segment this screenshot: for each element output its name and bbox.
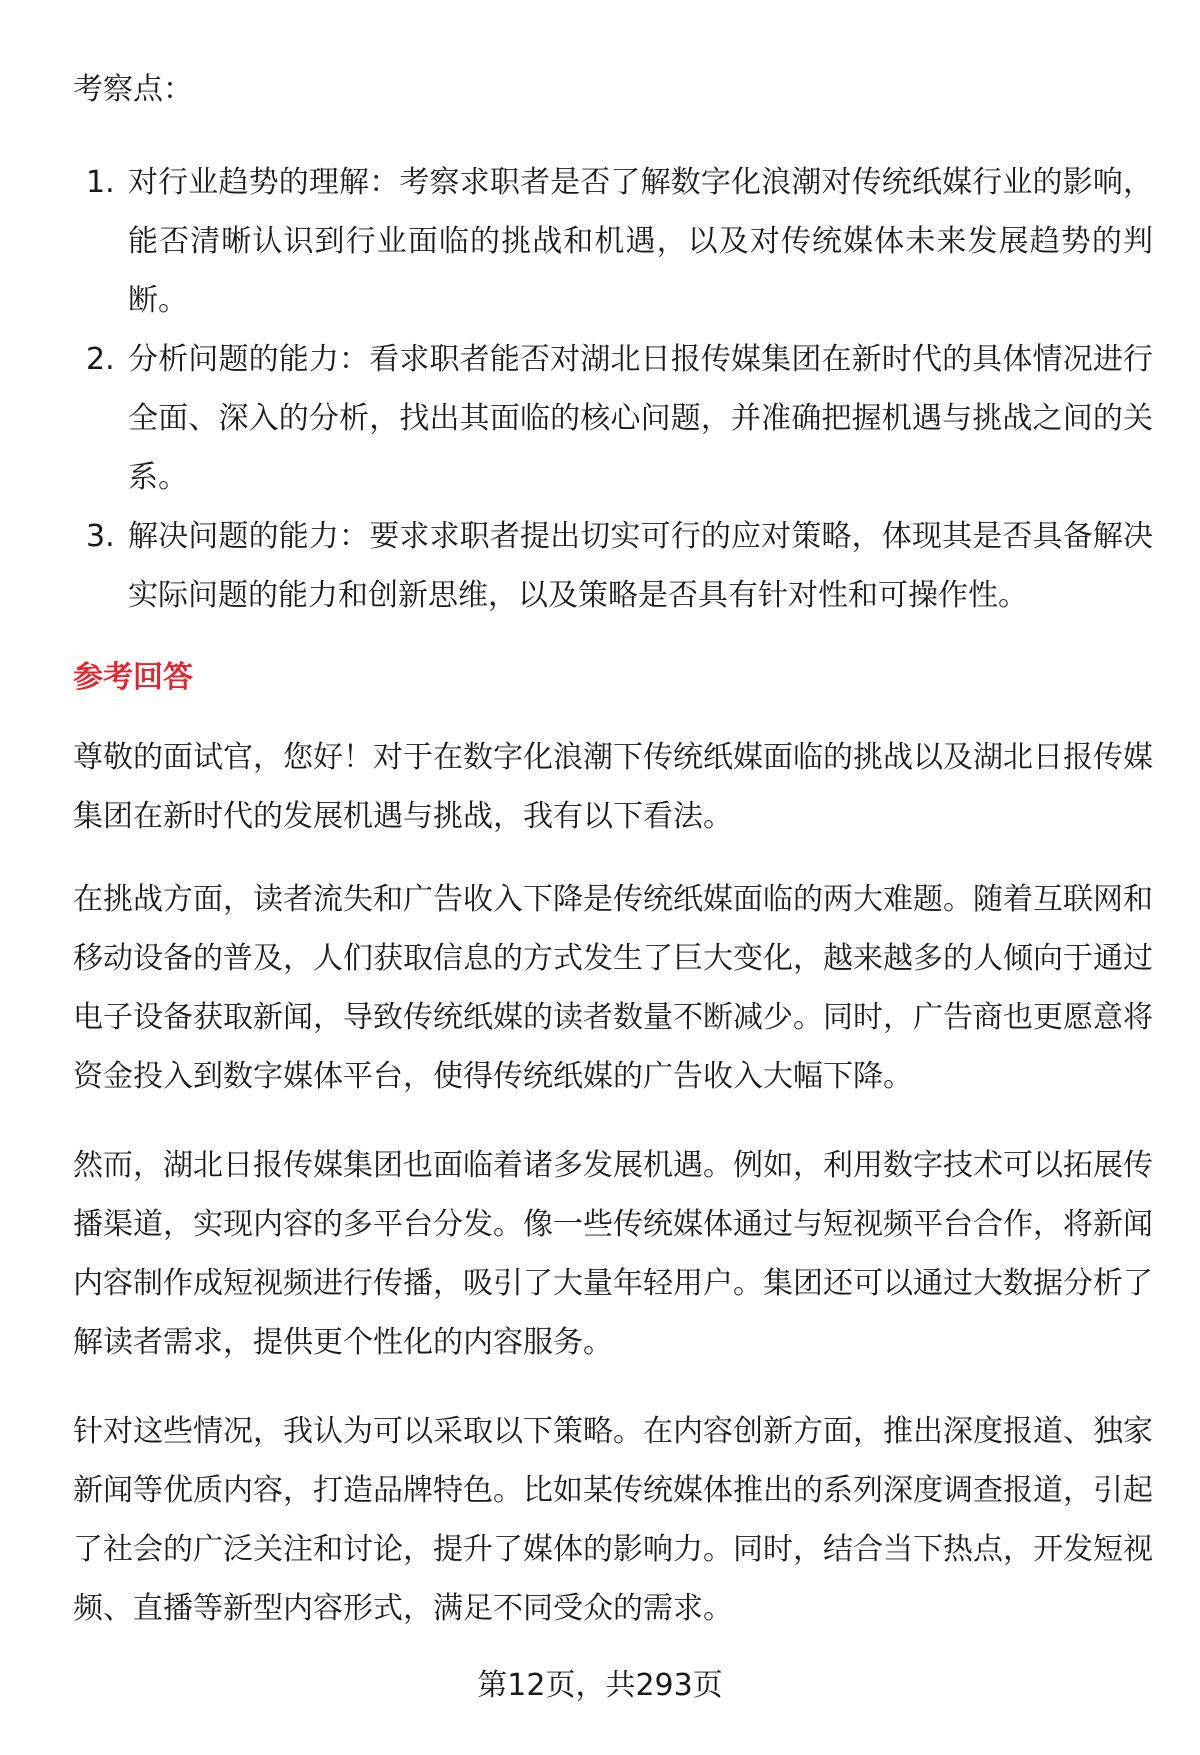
list-item [73,153,1153,330]
answer-paragraph-2: 在挑战方面，读者流失和广告收入下降是传统纸媒面临的两大难题。随着互联网和移动设备的普及，人们获取信息的方式发生了巨大变化，越来越多的人倾向于通过电子设备获取新闻，导致传统纸媒的读者数量不断减少。同时，广告商也更愿意将资金投入到数字媒体平台，使得传统纸媒的广告收入大幅下降。 [73,882,1153,1094]
answer-paragraph-1: 尊敬的面试官，您好！对于在数字化浪潮下传统纸媒面临的挑战以及湖北日报传媒集团在新时代的发展机遇与挑战，我有以下看法。 [73,740,1153,834]
list-number: 2. [86,342,115,377]
list-item-text: 对行业趋势的理解：考察求职者是否了解数字化浪潮对传统纸媒行业的影响，能否清晰认识到行业面临的挑战和机遇，以及对传统媒体未来发展趋势的判断。 [128,165,1153,318]
list-item-text: 分析问题的能力：看求职者能否对湖北日报传媒集团在新时代的具体情况进行全面、深入的分析，找出其面临的核心问题，并准确把握机遇与挑战之间的关系。 [128,342,1153,495]
list-item-text: 解决问题的能力：要求求职者提出切实可行的应对策略，体现其是否具备解决实际问题的能力和创新思维，以及策略是否具有针对性和可操作性。 [128,519,1153,613]
answer-paragraph-3: 然而，湖北日报传媒集团也面临着诸多发展机遇。例如，利用数字技术可以拓展传播渠道，实现内容的多平台分发。像一些传统媒体通过与短视频平台合作，将新闻内容制作成短视频进行传播，吸引了大量年轻用户。集团还可以通过大数据分析了解读者需求，提供更个性化的内容服务。 [73,1148,1153,1360]
list-item [73,330,1153,507]
list-number: 1. [86,165,115,200]
list-number: 3. [86,519,115,554]
reference-answer-heading: 参考回答 [73,660,193,695]
exam-points-list [73,153,1153,625]
exam-points-title: 考察点： [73,72,193,107]
page-footer: 第12页，共293页 [477,1668,723,1703]
list-item [73,507,1153,625]
answer-paragraph-4: 针对这些情况，我认为可以采取以下策略。在内容创新方面，推出深度报道、独家新闻等优质内容，打造品牌特色。比如某传统媒体推出的系列深度调查报道，引起了社会的广泛关注和讨论，提升了媒体的影响力。同时，结合当下热点，开发短视频、直播等新型内容形式，满足不同受众的需求。 [73,1414,1153,1626]
